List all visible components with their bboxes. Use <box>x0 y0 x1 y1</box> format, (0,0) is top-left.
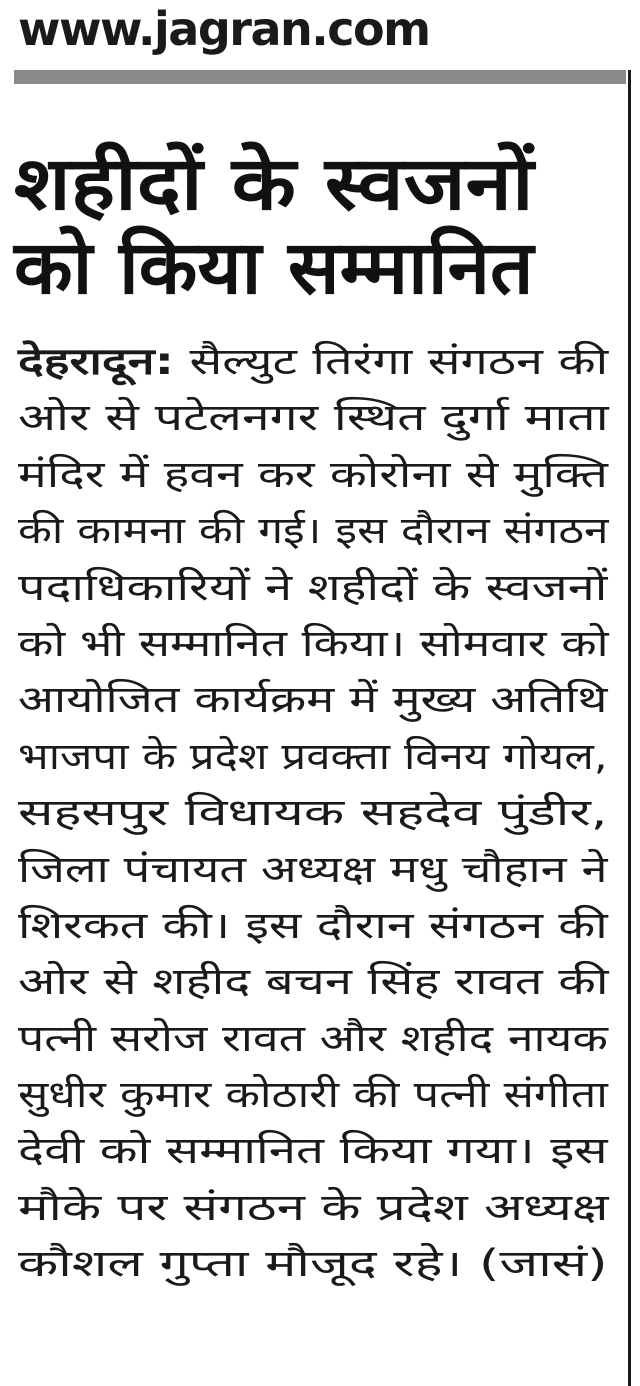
headline <box>14 142 620 310</box>
article-body <box>18 334 618 1293</box>
article-line: जिला पंचायत अध्यक्ष मधु चौहान ने <box>18 847 608 891</box>
article-line: मौके पर संगठन के प्रदेश अध्यक्ष <box>18 1185 609 1229</box>
article-line: मंदिर में हवन कर कोरोना से मुक्ति <box>18 452 608 496</box>
article-line: कौशल गुप्ता मौजूद रहे। (जासं) <box>18 1242 608 1286</box>
article-line: को भी सम्मानित किया। सोमवार को <box>18 621 609 665</box>
article-line: पत्नी सरोज रावत और शहीद नायक <box>18 1016 608 1060</box>
dateline: देहरादून: <box>18 340 175 383</box>
article-line <box>18 334 640 390</box>
masthead-rule <box>14 70 626 84</box>
article-line: सुधीर कुमार कोठारी की पत्नी संगीता <box>18 1073 608 1117</box>
article-line: भाजपा के प्रदेश प्रवक्ता विनय गोयल, <box>18 734 608 778</box>
article-line: पदाधिकारियों ने शहीदों के स्वजनों <box>18 565 608 609</box>
article-line: की कामना की गई। इस दौरान संगठन <box>18 509 609 553</box>
article-line: आयोजित कार्यक्रम में मुख्य अतिथि <box>18 678 608 722</box>
article-line: ओर से पटेलनगर स्थित दुर्गा माता <box>18 396 609 440</box>
masthead-site: www.jagran.com <box>18 2 430 56</box>
article-line: ओर से शहीद बचन सिंह रावत की <box>18 960 609 1004</box>
headline-line: शहीदों के स्वजनों <box>14 141 534 227</box>
article-line: शिरकत की। इस दौरान संगठन की <box>18 903 608 947</box>
article-line: सहसपुर विधायक सहदेव पुंडीर, <box>18 791 608 835</box>
headline-line: को किया सम्मानित <box>14 225 534 311</box>
article-line-text: सैल्युट तिरंगा संगठन की <box>174 340 609 383</box>
article-line: देवी को सम्मानित किया गया। इस <box>18 1129 608 1173</box>
